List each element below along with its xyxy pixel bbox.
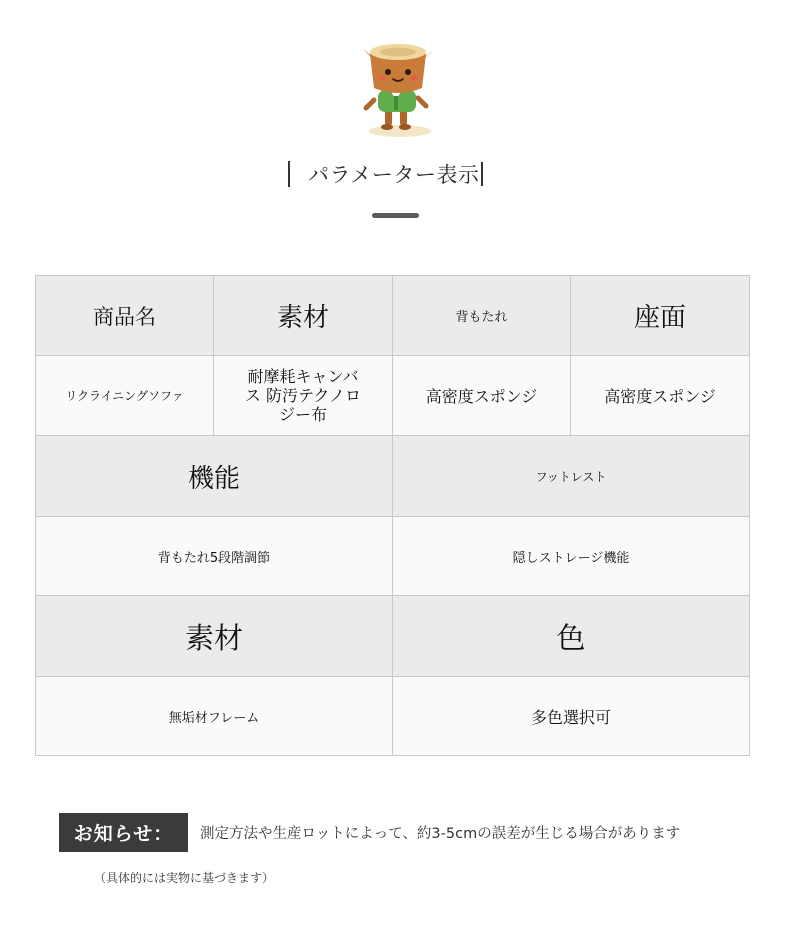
header-cell-frame-material: 素材	[36, 596, 393, 677]
header-cell-material: 素材	[214, 276, 393, 356]
value-cell-backrest: 高密度スポンジ	[393, 356, 571, 436]
value-cell-frame: 無垢材フレーム	[36, 677, 393, 756]
value-cell-product-name: リクライニングソファ	[36, 356, 214, 436]
table-row	[36, 276, 750, 356]
notice-text: 測定方法や生産ロットによって、約3-5cmの誤差が生じる場合があります	[200, 826, 681, 842]
section-title	[288, 158, 483, 190]
parameter-table	[35, 275, 750, 756]
value-cell-material: 耐摩耗キャンバス 防汚テクノロジー布	[214, 356, 393, 436]
value-cell-color: 多色選択可	[393, 677, 750, 756]
notice-badge: お知らせ：	[59, 813, 188, 852]
section-title-text: パラメーター表示	[308, 163, 480, 187]
table-row	[36, 436, 750, 517]
tree-stump-mascot-icon	[360, 40, 436, 138]
header-cell-footrest: フットレスト	[393, 436, 750, 517]
header-cell-color: 色	[393, 596, 750, 677]
table-row	[36, 596, 750, 677]
header-cell-function: 機能	[36, 436, 393, 517]
table-row	[36, 517, 750, 596]
title-left-bar	[288, 161, 290, 187]
title-caret	[481, 162, 483, 186]
header-cell-seat: 座面	[571, 276, 750, 356]
value-cell-hidden-storage: 隠しストレージ機能	[393, 517, 750, 596]
header-cell-backrest: 背もたれ	[393, 276, 571, 356]
table-row	[36, 356, 750, 436]
notice-subnote: （具体的には実物に基づきます）	[94, 871, 275, 885]
header-cell-product-name: 商品名	[36, 276, 214, 356]
value-cell-seat: 高密度スポンジ	[571, 356, 750, 436]
value-cell-backrest-adjust: 背もたれ5段階調節	[36, 517, 393, 596]
table-row	[36, 677, 750, 756]
title-divider	[372, 213, 419, 218]
